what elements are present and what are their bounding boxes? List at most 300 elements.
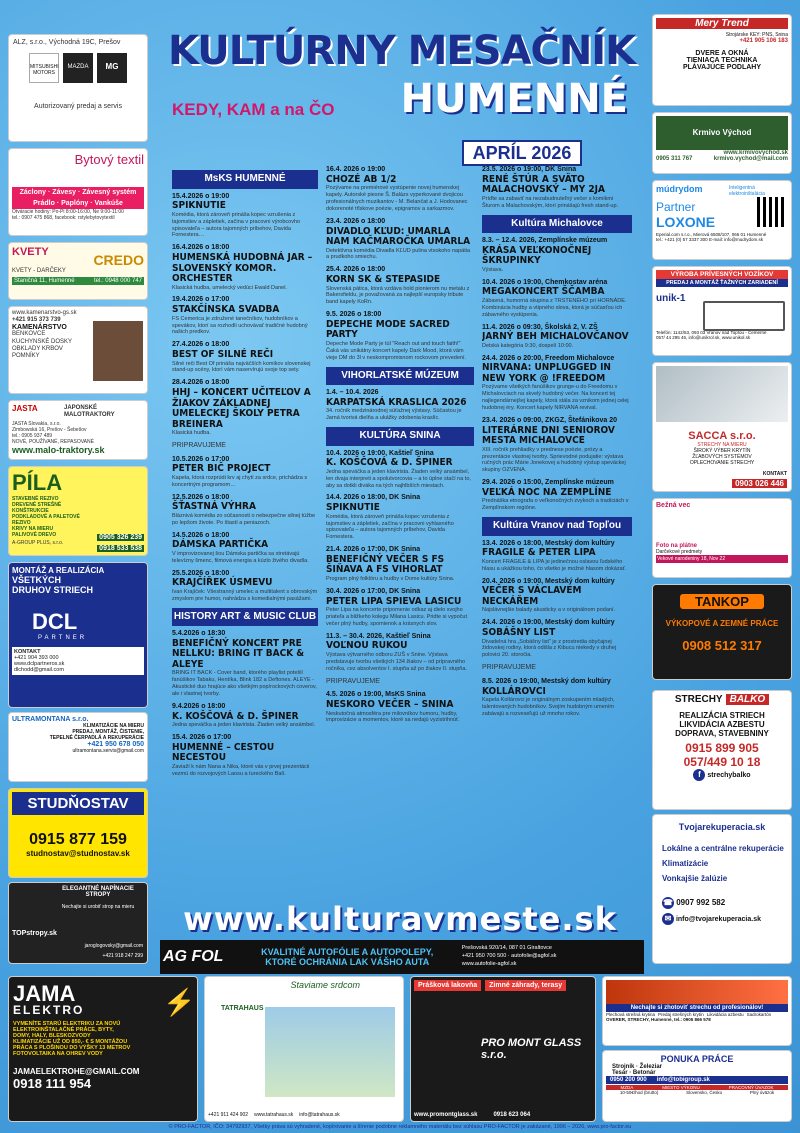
event-title: RENÉ ŠTÚR A SVÄTO MALACHOVSKÝ – MY 2JA bbox=[482, 173, 605, 196]
ad-balko-fb[interactable]: strechybalko bbox=[707, 772, 751, 779]
column-middle bbox=[326, 166, 474, 896]
event-date: 25.4. 2026 o 18:00 bbox=[326, 266, 386, 274]
ad-tobi-s1: Strojník · Železiar bbox=[612, 1064, 663, 1070]
ad-tatra-phone: +421 911 424 902 bbox=[208, 1112, 249, 1118]
event-date: 24.4. 2026 o 20:00, Freedom Michalovce bbox=[482, 354, 615, 362]
mail-icon: ✉ bbox=[662, 913, 674, 925]
ad-kvety-address: Staničná 11, Humenné bbox=[14, 278, 75, 285]
ad-tankop[interactable] bbox=[652, 584, 792, 680]
ad-rek-phone: 0907 992 582 bbox=[676, 898, 726, 907]
pripravujeme-label: PRIPRAVUJEME bbox=[326, 677, 380, 685]
event-title: DEPECHE MODE SACRED PARTY bbox=[326, 318, 450, 341]
event-title: VEČER S VÁCLAVEM NECKÁŘEM bbox=[482, 585, 582, 607]
ad-mery-s2: TIENIACA TECHNIKA bbox=[686, 57, 758, 64]
ad-ultra-logo: ULTRAMONTANA s.r.o. bbox=[12, 716, 89, 723]
ad-mery-s1: DVERE A OKNÁ bbox=[695, 50, 749, 57]
ad-agfol-email: autofolie@agfol.sk bbox=[511, 953, 557, 960]
event-item bbox=[482, 619, 632, 659]
event-title: DÁMSKA PARTIČKA bbox=[172, 539, 269, 551]
ad-mery-trend[interactable] bbox=[652, 14, 792, 106]
event-item bbox=[172, 630, 318, 698]
ad-top-email: jaroglogovsky@gmail.com bbox=[84, 943, 143, 949]
event-date: 20.4. 2026 o 19:00, Mestský dom kultúry bbox=[482, 577, 615, 585]
ad-tobi-v2: Slovensko, Česko bbox=[686, 1090, 723, 1095]
section-history-art: HISTORY ART & MUSIC CLUB bbox=[172, 608, 318, 627]
masthead bbox=[168, 28, 638, 148]
event-title: BEST OF SILNÉ REČI bbox=[172, 349, 274, 360]
event-item bbox=[326, 691, 474, 724]
event-description: BRING IT BACK - Cover band, ktorého playlist potešil fanúšikov Tabaku, Hentíka, Blink 182 a Deftones. ALEYE - Akustické duo hrajúce ako všetkým pop/rockových coverov, ale i vlastnej tvorby. bbox=[172, 670, 317, 697]
event-description: Ivan Krajíček: Všestranný umelec a multitalent s obrovským zmyslom pre humor, nahrádza s komedialnými pasážami. bbox=[172, 588, 318, 602]
ad-unik-l2: PREDAJ A MONTÁŽ ŤAŽNÝCH ZARIADENÍ bbox=[656, 279, 788, 287]
ad-kvety-phone: tel.: 0948 000 747 bbox=[93, 278, 142, 285]
event-date: 23.4. 2026 o 18:00 bbox=[326, 217, 386, 225]
ad-tobi[interactable] bbox=[602, 1050, 792, 1122]
ad-krmivo-phone: 0905 311 767 bbox=[656, 156, 693, 162]
event-description: Jedna speváčka a jeden klavirista. Žiaden velký ansámbel, len dvaja interpreti a spolutvorcovia – a to úplne stačí na to, aby sa dotkli diváka na tých najhlbších miestach. bbox=[326, 468, 471, 489]
ad-strecha-s3: Likvidácia azbestu bbox=[706, 1012, 744, 1017]
event-title: KARPATSKÁ KRASLICA 2026 bbox=[326, 396, 467, 408]
ad-tobi-h2: MIESTO VÝKONU bbox=[662, 1085, 700, 1090]
event-date: 9.4.2026 o 18:00 bbox=[172, 702, 226, 710]
ad-kam-s1: KUCHYNSKÉ DOSKY bbox=[12, 338, 73, 345]
event-description: V improvizovanej šou Dámska partička sa stretávajú televízny šmenc, filmová energia a kúzlo živého divadla. bbox=[172, 550, 309, 564]
event-title: BENEFIČNÝ KONCERT PRE NELLKU: BRING IT BACK & ALEYE bbox=[172, 637, 305, 670]
ad-jasta-phone: tel.: 0905 937 489 bbox=[12, 433, 53, 439]
event-description: 34. ročník medzinárodnej súťažnej výstavy. Súčastou je Jarná tvorivá dielňa a ukážky zdobenia kraslíc. bbox=[326, 408, 462, 422]
event-item bbox=[326, 389, 474, 422]
event-title: SPIKNUTIE bbox=[172, 200, 226, 212]
ad-topstropy[interactable] bbox=[8, 882, 148, 964]
ad-mudry-addr: Eperial.com s.r.o., Mierová 6508/107, 066 01 Humenné bbox=[656, 232, 767, 237]
event-description: Peter Lipa na koncerte pripomenie odkaz aj dielo svojho priateľa a bližkeho kolegu Milana Lasicu. Pridte si vypočut večer plný hudby, spomienok a krásnych slov. bbox=[326, 607, 468, 627]
event-description: Kapela Kollárovci je originálnym zoskupením mladých, talentovaných hudobníkov. Svojím hudobným umením zabávajú a rozveseľujú už mnoho rokov. bbox=[482, 697, 615, 717]
ad-tvoja-rekuperacia[interactable] bbox=[652, 814, 792, 964]
event-description: Zaviaží k nám Nana a Nika, ktoré vás v prvej prezentácii vezmú do rozvojových Laosu a tureckého Balí. bbox=[172, 763, 310, 777]
ad-strecha-pro[interactable] bbox=[602, 976, 792, 1046]
event-date: 14.4. 2026 o 18:00, DK Snina bbox=[326, 494, 421, 502]
ad-balko-logo: BALKO bbox=[726, 694, 770, 705]
ad-mudry-email: E-mail: info@mudrydom.sk bbox=[708, 237, 764, 242]
ad-alz[interactable] bbox=[8, 34, 148, 142]
event-title: VOĽNOU RUKOU bbox=[326, 640, 408, 652]
ad-mudry-logo: múdrydom bbox=[656, 184, 703, 194]
ad-pila-phone1: 0905 326 239 bbox=[99, 534, 142, 541]
ad-kvety-sub: KVETY - DARČEKY bbox=[12, 268, 66, 274]
section-kultura-michalovce: Kultúra Michalovce bbox=[482, 215, 632, 234]
event-date: 10.5.2026 o 17:00 bbox=[172, 455, 230, 463]
ad-jama-s3: DOMY, HALY, BLESKOZVODY bbox=[13, 1033, 91, 1039]
event-item bbox=[482, 417, 632, 474]
ad-rek-email[interactable]: info@tvojarekuperacia.sk bbox=[675, 916, 761, 923]
ad-kvety-w2: CREDO bbox=[93, 252, 144, 268]
event-title: KRAJČÍŘEK ÚSMEVU bbox=[172, 577, 273, 589]
ad-agfol-address: Prešovská 920/14, 087 01 Giraltovce bbox=[461, 945, 552, 952]
ad-kvety-credo[interactable] bbox=[8, 242, 148, 300]
roof-photo bbox=[656, 366, 788, 422]
ad-tatra-web[interactable]: www.tatrahaus.sk bbox=[254, 1112, 294, 1118]
ad-promont-web[interactable]: www.promontglass.sk bbox=[414, 1112, 478, 1118]
ad-jama-elektro[interactable] bbox=[8, 976, 198, 1122]
url-banner[interactable] bbox=[160, 900, 640, 940]
ad-jama-s2: ELEKTROINŠTALAČNÉ PRÁCE, BYTY, bbox=[13, 1027, 114, 1033]
event-title: MEGAKONCERT ŠČAMBA bbox=[482, 286, 605, 298]
facebook-icon: f bbox=[693, 769, 705, 781]
event-description: Kapela, ktorá rozprúdi krv aj chytí za srdce, prichádza s koncertným programom… bbox=[172, 474, 308, 488]
event-title: FRAGILE & PETER LIPA bbox=[482, 547, 596, 559]
ad-promont-logo: PRO MONT GLASS s.r.o. bbox=[481, 1037, 582, 1061]
ad-sacca-logo: SACCA s.r.o. bbox=[688, 430, 756, 442]
event-description: Pozývame všetkých fanúšikov grunge-u do Freedomu v Michalovciach na skvelý hudobný večer. Na koncert tej najlegendárnejšej kapely, ktorá stála za vznikom jednej celej hudobnej éry. Koncert kapely NIRVANA revival. bbox=[482, 384, 629, 411]
event-date: 8.3. – 12.4. 2026, Zemplínske múzeum bbox=[482, 237, 608, 244]
ad-unik-l1: VÝROBA PRÍVESNÝCH VOZÍKOV bbox=[656, 270, 788, 279]
event-date: 16.4. 2026 o 19:00 bbox=[326, 166, 386, 173]
event-item bbox=[326, 166, 474, 213]
event-title: ŠŤASTNÁ VÝHRA bbox=[172, 501, 256, 513]
event-item bbox=[482, 578, 632, 615]
event-item bbox=[172, 193, 318, 240]
ad-kam-s2: OBKLADY KRBOV bbox=[12, 345, 63, 352]
event-title: JARNÝ BEH MICHALOVČANOV bbox=[482, 331, 629, 343]
event-date: 25.5.2026 o 18:00 bbox=[172, 569, 230, 577]
ad-sacca-sub: STRECHY NA MIERU bbox=[697, 442, 747, 448]
event-description: Divadelná hra „Sobášny list" je z prostredia obyčajnej židovskej rodiny, ktorá odišla z Kibucu niekedy v druhej polovici 20. storočia. bbox=[482, 638, 617, 659]
event-item bbox=[172, 570, 318, 603]
ad-bezna-foto: Foto na plátne bbox=[656, 543, 697, 549]
event-title: STAKČÍNSKA SVADBA bbox=[172, 304, 280, 316]
event-description: Najslávnejšie balady akusticky a v originálnom podaní. bbox=[482, 607, 615, 614]
event-item bbox=[326, 678, 474, 687]
ad-mudrydom[interactable] bbox=[652, 180, 792, 260]
ad-mery-s3: PLÁVAJÚCE PODLAHY bbox=[682, 64, 762, 71]
ad-ultra-l1: KLIMATIZÁCIE NA MIERU bbox=[83, 723, 144, 729]
ad-dcl-phone: +421 904 393 000 bbox=[14, 655, 59, 661]
url-banner-text[interactable]: www.kulturavmeste.sk bbox=[183, 900, 617, 938]
ad-pila[interactable] bbox=[8, 466, 148, 556]
ad-bytovy-hours: Otváracie hodiny: Po-Pi 8:00-16:00, Ne 9:00-11:00 bbox=[12, 209, 124, 215]
ad-strecha-s1: Plechová strešná krytina bbox=[606, 1012, 656, 1017]
ad-alz-service: Autorizovaný predaj a servis bbox=[34, 103, 122, 111]
ad-jama-title: JAMA bbox=[13, 981, 76, 1006]
ad-tobi-email[interactable]: info@tobigroup.sk bbox=[656, 1077, 710, 1083]
event-title: KRÁSA VEĽKONOČNEJ ŠKRUPINKY bbox=[482, 244, 592, 267]
ad-dcl[interactable] bbox=[8, 562, 148, 708]
ad-jama-sub: ELEKTRO bbox=[13, 1003, 85, 1017]
ad-studnostav[interactable] bbox=[8, 788, 148, 878]
ad-dcl-logo: DCL bbox=[32, 609, 78, 634]
event-description: Prednáška etnografa o veľkonočných zvykoch a tradíciách v Zemplínskom regióne. bbox=[482, 498, 629, 512]
ad-tobi-v1: 10-50€/hod (brutto) bbox=[619, 1090, 659, 1095]
event-item bbox=[172, 456, 318, 489]
event-title: NESKORO VEČER – SNINA bbox=[326, 699, 454, 710]
roof-tiles-photo bbox=[606, 980, 788, 1004]
ad-pila-s5: PALIVOVÉ DREVO bbox=[12, 532, 57, 538]
ad-dcl-email: dlchodd@gmail.com bbox=[14, 667, 64, 673]
ad-tankop-phone: 0908 512 317 bbox=[682, 638, 762, 653]
month-label: APRÍL 2026 bbox=[462, 140, 582, 166]
ad-dcl-l2: VŠETKÝCH DRUHOV STRIECH bbox=[12, 575, 94, 595]
event-title: KORN SK & STEPASIDE bbox=[326, 274, 441, 285]
ad-pila-company: A-GROUP PLUS, s.r.o. bbox=[12, 540, 64, 546]
masthead-subtitle: KEDY, KAM a na ČO bbox=[172, 100, 335, 119]
ad-jasta-logo: JASTA bbox=[12, 404, 38, 413]
ad-sacca-s3: OPLECHOVANIE STRECHY bbox=[689, 460, 755, 466]
ad-jama-s5: PRÁCA S PLOŠINOU DO VÝŠKY 13 METROV bbox=[13, 1045, 131, 1051]
event-description: Pozývame na premiérové vystúpenie novej humenskej kapely. Autorské piesne Š. Balázs vyperkované dvojicou profesionálnych muzikantov - M. Belančat a J. Hodovanec dokorenoté tŕlskove poézie, epigramov a sarkazmov. bbox=[326, 185, 468, 212]
ad-tobi-h1: MZDA bbox=[620, 1085, 634, 1090]
ad-balko-phone2: 057/449 10 18 bbox=[683, 755, 761, 769]
event-date: 11.3. – 30.4. 2026, Kaštieľ Snina bbox=[326, 632, 431, 640]
event-title: VEĽKÁ NOC NA ZEMPLÍNE bbox=[482, 486, 612, 498]
event-item bbox=[326, 546, 474, 583]
ad-mery-addr: Strojárske KEY: PNS, Snina bbox=[725, 32, 788, 38]
event-date: 29.4. 2026 o 15:00, Zemplínske múzeum bbox=[482, 479, 614, 487]
event-item bbox=[326, 218, 474, 262]
event-item bbox=[482, 664, 632, 673]
event-date: 13.4. 2026 o 18:00, Mestský dom kultúry bbox=[482, 539, 615, 547]
ad-ultra-l2: PREDAJ, MONTÁŽ, ČISTENIE, bbox=[72, 729, 144, 735]
event-title: PETER BIČ PROJECT bbox=[172, 463, 271, 475]
event-description: Komédia, ktorá zároveň prináša kopec vzrušenia z tajomstiev a zápletiek, začína v pracovni vyhlasného spisovateľa – autora tajomných príbehov, Davida Fornestera. bbox=[326, 513, 454, 541]
event-description: Depeche Mode Party je túl "Reach out and touch faith!" Čaká vás unikátny koncert kapely Dark Mood, ktorá vám vieje DM do 3l v neskompromisnom rockovom prevedení. bbox=[326, 340, 467, 361]
event-description: Slovenská pática, ktorá vzdáva hold pionierom nu metalu z Bakersfieldu, je považovaná za najlepší europsky tribute band kapely KoRn. bbox=[326, 285, 470, 306]
ad-bezna-darcek: Darčekové predmety bbox=[656, 549, 703, 555]
event-description: Príďte sa zabaviť na nezabudnuteľný večer s komikmi Šturom a Malachovským, ktorí prinášajú fresh stand-up. bbox=[482, 195, 619, 209]
ad-top-l2: Nechajte si urobiť strop na mieru bbox=[61, 904, 135, 910]
ad-tobi-s2: Tesár · Betonár bbox=[612, 1070, 656, 1076]
event-title: K. KOŠČOVÁ & D. ŠPINER bbox=[326, 457, 453, 469]
ad-rek-logo: Tvojarekuperacia.sk bbox=[678, 822, 766, 832]
ad-strechy-balko[interactable] bbox=[652, 690, 792, 810]
event-description: FS Cemerica je združené tanečníkov, hudobníkov a spevákov, ktorí sa rozhodli uchovávať tradičné hudobný našich predkov. bbox=[172, 315, 308, 336]
event-title: CHOZÉ AB 1/2 bbox=[326, 173, 397, 185]
ad-tobi-v3: Plný úväzok bbox=[749, 1090, 775, 1095]
ad-bytovy-line1: Záclony · Závesy · Závesný systém bbox=[12, 187, 144, 198]
ad-pila-title: PÍLA bbox=[12, 470, 63, 495]
event-item bbox=[172, 341, 318, 374]
event-date: 21.4. 2026 o 17:00, DK Snina bbox=[326, 546, 421, 554]
ad-mery-phone: +421 905 106 183 bbox=[739, 38, 788, 44]
event-description: Výstava výtvarného odboru ZUŠ v Snine. Výstava predstavuje tvorbu všetkých 134 žiakov – od prípravného ročníka, cez absolventov I. stupňa až po žiakov II. stupňa. bbox=[326, 651, 467, 672]
ad-tatrahaus[interactable] bbox=[204, 976, 404, 1122]
ad-jama-s6: FOTOVOLTAIKA NA OHREV VODY bbox=[13, 1051, 103, 1057]
ad-tatra-email[interactable]: info@tatrahaus.sk bbox=[299, 1112, 340, 1118]
event-item bbox=[326, 311, 474, 361]
ad-rek-s3: Vonkajšie žalúzie bbox=[662, 874, 728, 883]
ad-kam-place: BENKOVCE bbox=[12, 331, 46, 338]
event-item bbox=[326, 633, 474, 673]
event-item bbox=[172, 244, 318, 291]
ad-agfol-phone: +421 950 700 500 bbox=[461, 953, 507, 960]
event-date: 15.4. 2026 o 17:00 bbox=[172, 734, 232, 741]
ad-strecha-s4: Sadrokartón bbox=[746, 1012, 772, 1017]
ad-unik-contact: 057/ 44 295 46, info@unikrol.sk, www.unikol.sk bbox=[656, 335, 751, 340]
ad-jama-phone: 0918 111 954 bbox=[13, 1076, 92, 1091]
ad-jama-s1: VYMENÍTE STARÚ ELEKTRIKU ZA NOVÚ bbox=[13, 1021, 121, 1027]
event-date: 12.5.2026 o 18:00 bbox=[172, 493, 230, 501]
ad-promont-phone: 0918 623 064 bbox=[493, 1112, 531, 1118]
section-kultura-snina: KULTÚRA SNINA bbox=[326, 427, 474, 446]
event-item bbox=[172, 442, 318, 451]
event-title: SPIKNUTIE bbox=[326, 502, 380, 514]
ad-mudry-phone: tel.: +421 (0) 57 3337 300 bbox=[656, 237, 708, 242]
ad-strecha-title: Nechajte si zhotoviť strechu od profesionálov! bbox=[606, 1004, 788, 1012]
event-date: 11.4. 2026 o 09:30, Školská 2, V. ZŠ bbox=[482, 323, 598, 331]
ad-krmivo-email: krmivo.vychod@mail.com bbox=[713, 156, 788, 162]
event-description: Komédia, ktorá zároveň prináša kopec vzrušenia z tajomstiev a zápletiek, začína v pracovni výrobcovho spisovateľa – autora tajomných príbehov, Davida Fornestera… bbox=[172, 211, 301, 239]
ad-stud-email[interactable]: studnostav@studnostav.sk bbox=[26, 849, 130, 858]
ad-promont-s1: Prášková lakovňa bbox=[414, 980, 481, 991]
event-item bbox=[482, 279, 632, 319]
event-description: XIII. ročník prehliadky v prednese poézie, prózy a prezentácie vlastnej tvorby. Sprievodné podujatie: výstava ručných prác Márie Jonekovej a hudobný výstup speváckej skupiny OZVENA. bbox=[482, 446, 626, 474]
ad-bytovy-title: Bytový textil bbox=[74, 152, 144, 167]
ad-ultra-phone: +421 950 678 050 bbox=[87, 741, 144, 748]
ad-agfol-web[interactable]: www.autofolie-agfol.sk bbox=[461, 960, 517, 967]
event-item bbox=[482, 166, 632, 210]
ad-promont-s2: Zimné záhrady, terasy bbox=[485, 980, 566, 991]
section-msks-humenne: MsKS HUMENNÉ bbox=[172, 170, 318, 189]
ad-pila-s2: DREVENÉ STREŠNÉ KONŠTRUKCIE bbox=[12, 502, 62, 514]
event-item bbox=[172, 296, 318, 336]
event-item bbox=[326, 588, 474, 628]
event-title: HUMENNÉ – CESTOU NECESTOU bbox=[172, 741, 275, 764]
event-title: HUMENSKÁ HUDOBNÁ JAR – SLOVENSKÝ KOMOR. ORCHESTER bbox=[172, 252, 313, 284]
ad-strecha-s2: Predaj strešných krytín bbox=[658, 1012, 704, 1017]
ad-krmivo-web[interactable]: www.krmivovychod.sk bbox=[723, 150, 788, 156]
ad-mudry-partner: Partner bbox=[656, 200, 696, 214]
ad-tankop-sub: VÝKOPOVÉ A ZEMNÉ PRÁCE bbox=[665, 619, 779, 628]
mg-logo: MG bbox=[97, 53, 127, 83]
ad-kam-web: www.kamenarstvo-gs.sk bbox=[12, 310, 77, 316]
event-title: SOBÁŠNY LIST bbox=[482, 627, 556, 638]
event-description: Jedna speváčka a jeden klavirista. Žiaden velký ansámbel. bbox=[172, 722, 316, 729]
event-date: 23.4. 2026 o 09:00, ZKGZ, Štefánikova 20 bbox=[482, 416, 618, 424]
ad-dcl-web: www.dclpartneros.sk bbox=[14, 661, 65, 667]
event-item bbox=[172, 379, 318, 437]
event-item bbox=[482, 540, 632, 573]
event-item bbox=[326, 450, 474, 490]
event-title: DIVADLO KĽUD: UMARLA NAM KAČMAROČKA UMARLA bbox=[326, 225, 471, 247]
ad-jasta-company: JASTA Slovakia, s.r.o. bbox=[12, 421, 61, 427]
event-description: Klasická hudba. bbox=[172, 430, 211, 436]
ad-tobi-h3: PRACOVNÝ ÚVAZOK bbox=[728, 1085, 774, 1090]
ad-rek-s2: Klimatizácie bbox=[662, 859, 709, 868]
event-date: 28.4.2026 o 18:00 bbox=[172, 379, 230, 387]
ad-unik-logo: unik-1 bbox=[656, 293, 686, 304]
event-item bbox=[482, 355, 632, 412]
ad-ultramontana[interactable] bbox=[8, 712, 148, 782]
ad-jasta-web[interactable]: www.malo-traktory.sk bbox=[12, 445, 105, 455]
ad-tatra-logo: TATRAHAUS bbox=[221, 1005, 264, 1012]
ad-balko-s1: REALIZÁCIA STRIECH bbox=[679, 711, 765, 720]
event-item bbox=[482, 237, 632, 274]
ad-mudry-sub: Inteligentná elektroinštalácia bbox=[729, 185, 765, 197]
ad-kamenarstvo[interactable] bbox=[8, 306, 148, 394]
ad-jama-email[interactable]: JAMAELEKTROHE@GMAIL.COM bbox=[13, 1067, 140, 1076]
ad-unik-addr: Telefón: 1142/53, 093 03 Vranov nad Topľou - Čemerné bbox=[656, 330, 767, 335]
ad-krmivo-logo: Krmivo Východ bbox=[656, 116, 788, 150]
event-title: PETER LIPA SPIEVA LASICU bbox=[326, 595, 462, 607]
event-title: K. KOŠČOVÁ & D. ŠPINER bbox=[172, 710, 299, 722]
ad-agfol[interactable]: AG FOL KVALITNÉ AUTOFÓLIE A AUTOPOLEPY, KTORÉ OCHRÁNIA LAK VÁŠHO AUTA Prešovská 920/14, 087 01 Giraltovce +421 950 700 500 · autofolie@agfol.sk www.autofolie-agfol.sk bbox=[160, 940, 644, 974]
masthead-city: HUMENNÉ bbox=[400, 76, 628, 122]
ad-bezna-vec[interactable] bbox=[652, 498, 792, 578]
ad-tobi-title: PONUKA PRÁCE bbox=[660, 1054, 734, 1064]
event-date: 1.4. – 10.4. 2026 bbox=[326, 389, 379, 396]
event-item bbox=[172, 734, 318, 778]
ad-promont[interactable] bbox=[410, 976, 596, 1122]
event-description: Detská kategória 9:30, dospelí 10:00. bbox=[482, 342, 574, 349]
ad-dcl-contact: KONTAKT bbox=[14, 649, 41, 655]
phone-icon: ☎ bbox=[663, 898, 673, 907]
ad-tankop-logo: TANKOP bbox=[680, 594, 764, 609]
ad-sacca-kontakt: KONTAKT bbox=[762, 471, 787, 477]
ad-sacca-phone: 0903 026 446 bbox=[732, 479, 787, 488]
column-right bbox=[482, 166, 632, 896]
ad-alz-address: ALZ, s.r.o., Východná 19C, Prešov bbox=[13, 39, 121, 46]
event-item bbox=[482, 678, 632, 718]
qr-code[interactable] bbox=[757, 197, 787, 227]
ad-bezna-footer: Vekové narodeniny 18, Nov 22 bbox=[656, 555, 788, 563]
ad-pila-s1: STAVEBNÉ REZIVO bbox=[12, 496, 59, 502]
ad-kam-phone: +421 915 373 739 bbox=[12, 317, 61, 324]
event-description: Koncert FRAGILE & LIPA je jedinečnou oslavou ľudského hlasu a ukážkou toho, čo všetko je možné hlasom dokázať. bbox=[482, 558, 627, 572]
ad-ultra-email: ultramontana.servis@gmail.com bbox=[72, 748, 144, 754]
event-date: 9.5. 2026 o 18:00 bbox=[326, 311, 382, 319]
ad-bytovy-textil[interactable] bbox=[8, 148, 148, 236]
ad-unik[interactable] bbox=[652, 266, 792, 356]
ad-sacca-s2: ŽĽABOVÝCH SYSTÉMOV bbox=[692, 454, 752, 460]
event-title: LITERÁRNE DNI SENIOROV MESTA MICHALOVCE bbox=[482, 424, 615, 447]
section-kultura-vranov: Kultúra Vranov nad Topľou bbox=[482, 517, 632, 536]
ad-jasta-s: NOVÉ, POUŽÍVANÉ, REPASOVANÉ bbox=[12, 439, 94, 445]
ad-mery-logo: Mery Trend bbox=[656, 18, 788, 29]
ad-krmivo-vychod[interactable] bbox=[652, 112, 792, 174]
event-date: 4.5. 2026 o 19:00, MsKS Snina bbox=[326, 691, 426, 699]
event-description: Program plný folklóru a hudby v Dome kultúry Snina. bbox=[326, 575, 455, 582]
event-date: 14.5.2026 o 18:00 bbox=[172, 531, 230, 539]
trailer-image bbox=[703, 301, 785, 331]
event-item bbox=[172, 703, 318, 729]
ad-bytovy-line2: Prádlo · Paplóny · Vankúše bbox=[12, 198, 144, 209]
ad-dcl-partner: PARTNER bbox=[38, 635, 88, 641]
event-description: Zábavná, humorná skupina z TRSTENÉHO pri HORNÁDE. Kombinácia hudby a vtipného slova, ktorá je súčasťou ich zábavného vystúpenia. bbox=[482, 297, 627, 318]
ad-jasta-addr: Zimbowská 16, Prešov - Šebešov bbox=[12, 427, 87, 433]
ad-top-logo: TOPstropy.sk bbox=[12, 930, 57, 937]
ad-jasta-sub: JAPONSKÉ MALOTRAKTORY bbox=[64, 405, 115, 419]
event-item bbox=[172, 494, 318, 527]
event-description: Detektívna komédia Divadla KĽUD pulina vtsokoho napätia a prudkoho smiechu. bbox=[326, 247, 470, 261]
event-title: NIRVANA: UNPLUGGED IN NEW YORK @ !FREEDOM bbox=[482, 362, 611, 384]
ad-sacca[interactable] bbox=[652, 362, 792, 492]
ad-jasta[interactable] bbox=[8, 400, 148, 460]
ad-kvety-w1: KVETY bbox=[12, 246, 49, 258]
ad-jama-s4: KLIMATIZÁCIE UŽ OD 850,- € S MONTÁŽOU bbox=[13, 1039, 128, 1045]
event-title: KOLLÁROVCI bbox=[482, 685, 546, 697]
ad-stud-phone: 0915 877 159 bbox=[29, 831, 127, 848]
event-date: 8.5. 2026 o 19:00, Mestský dom kultúry bbox=[482, 677, 611, 685]
ad-pila-phone2: 0918 533 538 bbox=[99, 545, 142, 552]
house-photo bbox=[265, 1007, 395, 1097]
fireplace-photo bbox=[93, 321, 143, 381]
ad-pila-s4: KRIVY NA MIERU bbox=[12, 526, 54, 532]
mazda-logo: MAZDA bbox=[63, 53, 93, 83]
ad-kam-s3: POMNÍKY bbox=[12, 352, 40, 359]
event-item bbox=[172, 532, 318, 565]
event-date: 5.4.2026 o 18:30 bbox=[172, 630, 226, 638]
footer-copyright: © PRO-FACTOR, IČO: 34792937, Všetky práva sú vyhradené, kopírovanie a šírenie podobne reklamného materiálu bez súhlasu PRO-FACTOR je zakázané, 1996 – 2026, www.pro-factor.eu bbox=[168, 1124, 632, 1130]
ad-agfol-slogan2: KTORÉ OCHRÁNIA LAK VÁŠHO AUTA bbox=[265, 957, 430, 967]
